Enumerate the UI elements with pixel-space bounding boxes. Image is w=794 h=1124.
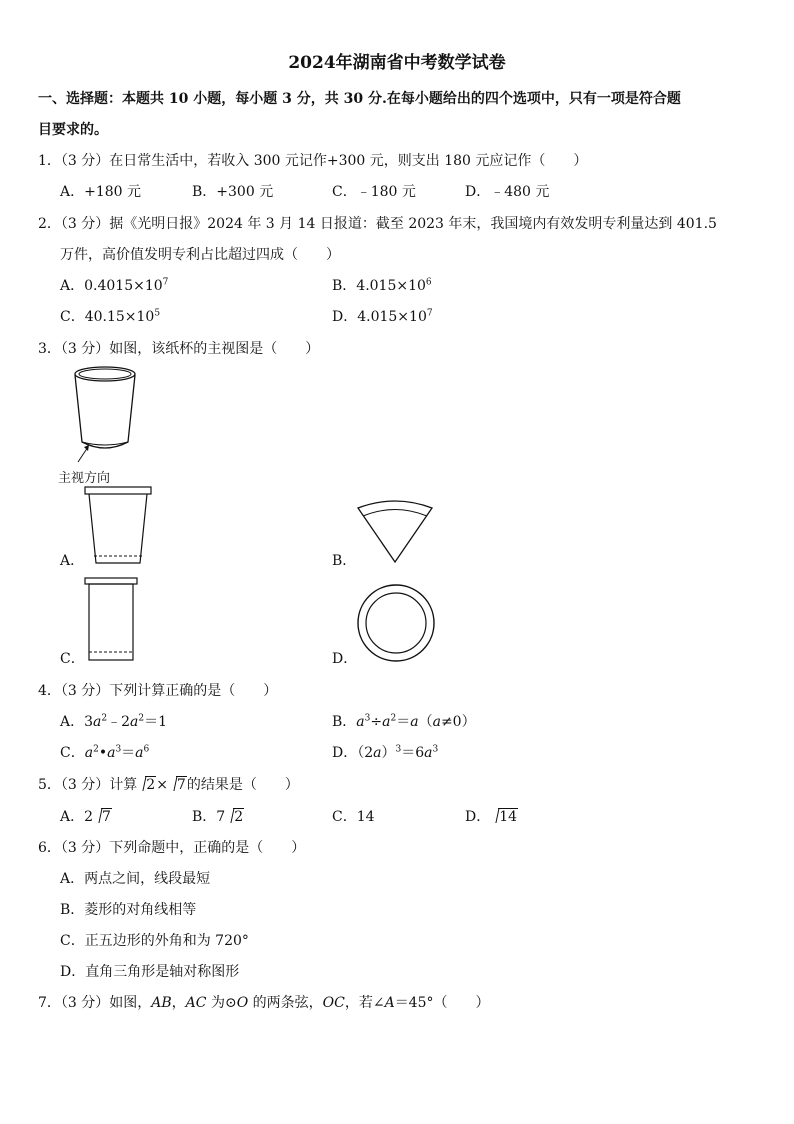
- q2-stem-line2: 万件，高价值发明专利占比超过四成（ ）: [60, 247, 340, 263]
- q4-option-d: D．$(2a)^3=6a^3$: [332, 744, 439, 761]
- q2-stem-line1: 2．（3 分）据《光明日报》2024 年 3 月 14 日报道：截至 2023 年末，我国境内有效发明专利量达到 401.5: [38, 216, 717, 232]
- q6-option-a: A．两点之间，线段最短: [60, 871, 211, 887]
- sqrt-2: 2: [137, 777, 156, 793]
- q3-option-a: A．: [60, 553, 85, 569]
- q6-stem: 6．（3 分）下列命题中，正确的是（ ）: [38, 840, 306, 856]
- q3-option-b: B．: [332, 553, 357, 569]
- q2-option-c: C．$40.15\times 10^5$: [60, 308, 161, 325]
- q3-option-c: C．: [60, 651, 85, 667]
- q5-option-a: A．2 7: [60, 809, 111, 825]
- paper-cup-figure: [60, 362, 150, 472]
- q6-option-c: C．正五边形的外角和为 720°: [60, 933, 249, 949]
- q6-option-b: B．菱形的对角线相等: [60, 902, 197, 918]
- section-heading-line2: 目要求的。: [38, 122, 108, 138]
- q5-option-d: D． 14: [465, 809, 518, 825]
- q3-option-d: D．: [332, 651, 358, 667]
- option-c-straight-cup-icon: [84, 577, 142, 663]
- q1-option-b: B．+300 元: [192, 184, 274, 200]
- q2-option-d: D．$4.015\times 10^7$: [332, 308, 433, 325]
- option-b-fan-shape-icon: [354, 494, 436, 566]
- q6-option-d: D．直角三角形是轴对称图形: [60, 964, 240, 980]
- q4-option-b: B．$a^3\div a^2=a(a\ne 0)$: [332, 713, 476, 730]
- q3-stem: 3．（3 分）如图，该纸杯的主视图是（ ）: [38, 341, 320, 357]
- page-title: 2024年湖南省中考数学试卷: [288, 53, 506, 73]
- q5-option-c: C．14: [332, 809, 375, 825]
- option-a-tapered-cup-icon: [84, 486, 156, 566]
- q2-option-a: A．$0.4015\times 10^7$: [60, 277, 169, 294]
- q7-stem: 7．（3 分）如图，AB，AC 为⊙O 的两条弦，OC，若∠A＝45°（ ）: [38, 995, 490, 1011]
- q1-option-c: C．﹣180 元: [332, 184, 416, 200]
- q1-stem: 1．（3 分）在日常生活中，若收入 300 元记作+300 元，则支出 180 元应记作（ ）: [38, 153, 588, 169]
- view-direction-label: 主视方向: [58, 471, 111, 486]
- q4-stem: 4．（3 分）下列计算正确的是（ ）: [38, 683, 278, 699]
- q1-option-d: D．﹣480 元: [465, 184, 550, 200]
- option-d-ring-icon: [356, 583, 436, 663]
- q1-option-a: A．+180 元: [60, 184, 142, 200]
- q2-option-b: B．$4.015\times 10^6$: [332, 277, 432, 294]
- q5-option-b: B．7 2: [192, 809, 244, 825]
- q4-option-a: A．$3a^2﹣2a^2=1$: [60, 713, 168, 730]
- section-heading-line1: 一、选择题：本题共 10 小题，每小题 3 分，共 30 分.在每小题给出的四个选项中，只有一项是符合题: [38, 91, 681, 107]
- sqrt-7: 7: [168, 777, 187, 793]
- q5-stem: 5．（3 分）计算 2× 7的结果是（ ）: [38, 777, 299, 793]
- q4-option-c: C．$a^2•a^3=a^6$: [60, 744, 150, 761]
